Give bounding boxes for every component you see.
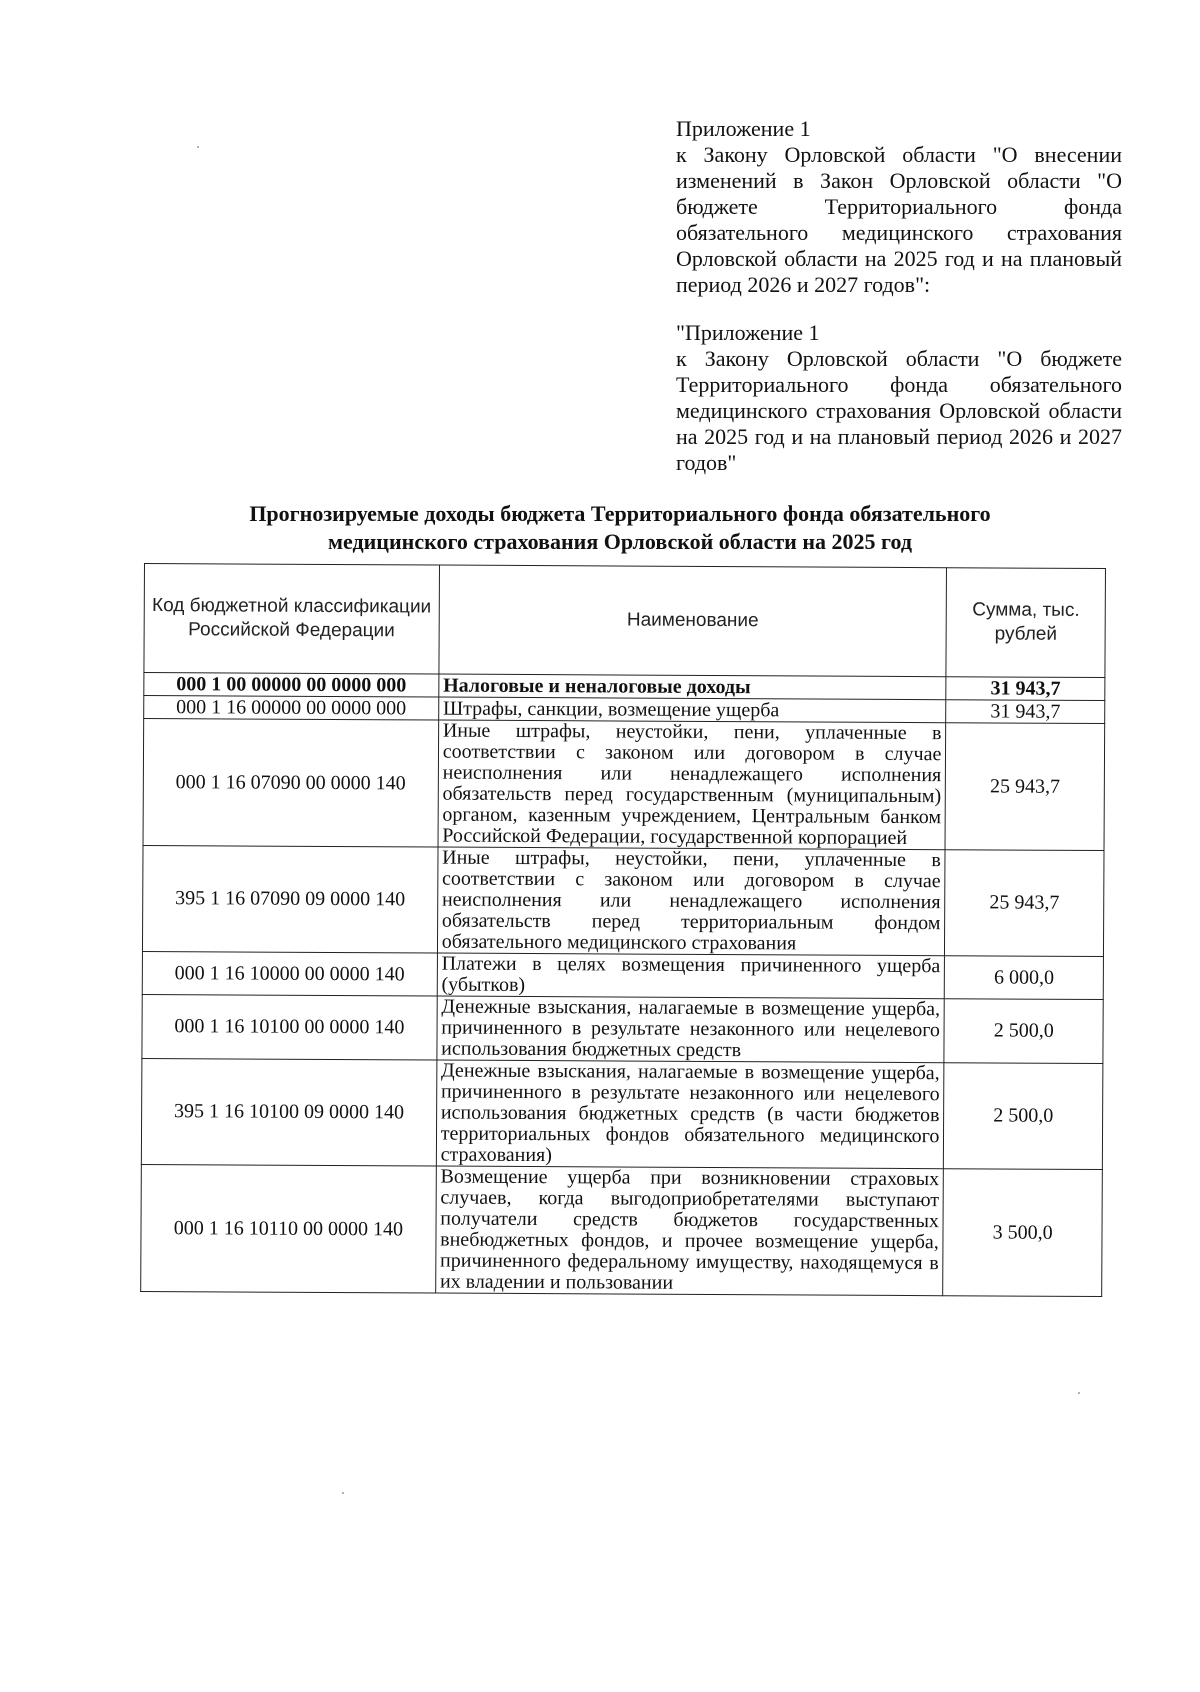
scan-speck xyxy=(342,1492,344,1494)
annex-header-quoted xyxy=(676,320,1122,476)
row-amount: 31 943,7 xyxy=(946,700,1105,724)
row-name: Платежи в целях возмещения причиненного ущерба (убытков) xyxy=(437,953,945,999)
row-amount: 31 943,7 xyxy=(946,677,1105,701)
table-header-row xyxy=(144,564,1106,678)
row-name: Денежные взыскания, налагаемые в возмещение ущерба, причиненного в результате незаконного или нецелевого использования бюджетных средств xyxy=(437,996,945,1063)
table-row xyxy=(141,1164,1103,1296)
document-title xyxy=(170,500,1070,556)
row-amount: 3 500,0 xyxy=(943,1169,1102,1297)
row-amount: 25 943,7 xyxy=(945,723,1104,851)
scan-speck xyxy=(1078,1392,1080,1394)
annex-text: к Закону Орловской области "О внесении изменений в Закон Орловской области "О бюджете Территориального фонда обязательного медицинского страхования Орловской области на 2025 год и на плановый период 2026 и 2027 годов": xyxy=(676,142,1122,297)
row-amount: 6 000,0 xyxy=(945,956,1104,1000)
table-row xyxy=(141,1058,1103,1169)
row-name: Иные штрафы, неустойки, пени, уплаченные в соответствии с законом или договором в случае неисполнения или ненадлежащего исполнения обязательств перед территориальным фондом обязательного медицинского страхования xyxy=(437,847,945,956)
row-name: Налоговые и неналоговые доходы xyxy=(439,674,947,700)
header-code: Код бюджетной классификации Российской Федерации xyxy=(144,564,439,675)
annex-heading: Приложение 1 xyxy=(676,116,811,141)
annex-header-amending xyxy=(676,116,1122,298)
table-row xyxy=(142,951,1103,999)
row-amount: 2 500,0 xyxy=(944,1063,1103,1170)
row-amount: 2 500,0 xyxy=(944,999,1103,1064)
row-code: 395 1 16 10100 09 0000 140 xyxy=(141,1058,436,1166)
title-line: медицинского страхования Орловской области на 2025 год xyxy=(328,529,912,554)
table-row xyxy=(143,719,1105,851)
header-name: Наименование xyxy=(439,565,947,677)
annex-text: к Закону Орловской области "О бюджете Территориального фонда обязательного медицинского страхования Орловской области на 2025 год и на плановый период 2026 и 2027 годов" xyxy=(676,346,1122,475)
row-code: 395 1 16 07090 09 0000 140 xyxy=(142,845,437,953)
row-name: Иные штрафы, неустойки, пени, уплаченные в соответствии с законом или договором в случае неисполнения или ненадлежащего исполнения обязательств перед государственным (муниципальным) органом, казенным учреждением, Центральным банком Российской Федерации, государственной корпорацией xyxy=(438,720,946,850)
row-code: 000 1 16 07090 00 0000 140 xyxy=(143,719,438,848)
header-amount: Сумма, тыс. рублей xyxy=(946,568,1105,678)
table-row xyxy=(142,994,1103,1063)
row-code: 000 1 16 10110 00 0000 140 xyxy=(141,1164,436,1293)
scan-speck xyxy=(197,146,199,148)
row-name: Денежные взыскания, налагаемые в возмещение ущерба, причиненного в результате незаконного или нецелевого использования бюджетных средств (в части бюджетов территориальных фондов обязательного медицинского страхования) xyxy=(436,1060,944,1169)
row-code: 000 1 16 10000 00 0000 140 xyxy=(142,951,437,996)
table-row xyxy=(142,845,1104,956)
annex-heading: "Приложение 1 xyxy=(676,320,820,345)
row-name: Возмещение ущерба при возникновении страховых случаев, когда выгодоприобретателями выступают получатели средств бюджетов государственных внебюджетных фондов, и прочее возмещение ущерба, причиненного федеральному имуществу, находящемуся в их владении и пользовании xyxy=(435,1166,943,1296)
row-code: 000 1 16 00000 00 0000 000 xyxy=(144,696,439,721)
row-code: 000 1 00 00000 00 0000 000 xyxy=(144,673,439,698)
row-name: Штрафы, санкции, возмещение ущерба xyxy=(438,697,946,723)
title-line: Прогнозируемые доходы бюджета Территориального фонда обязательного xyxy=(249,501,991,526)
row-code: 000 1 16 10100 00 0000 140 xyxy=(142,994,437,1060)
row-amount: 25 943,7 xyxy=(945,850,1104,957)
revenue-table xyxy=(140,563,1106,1297)
